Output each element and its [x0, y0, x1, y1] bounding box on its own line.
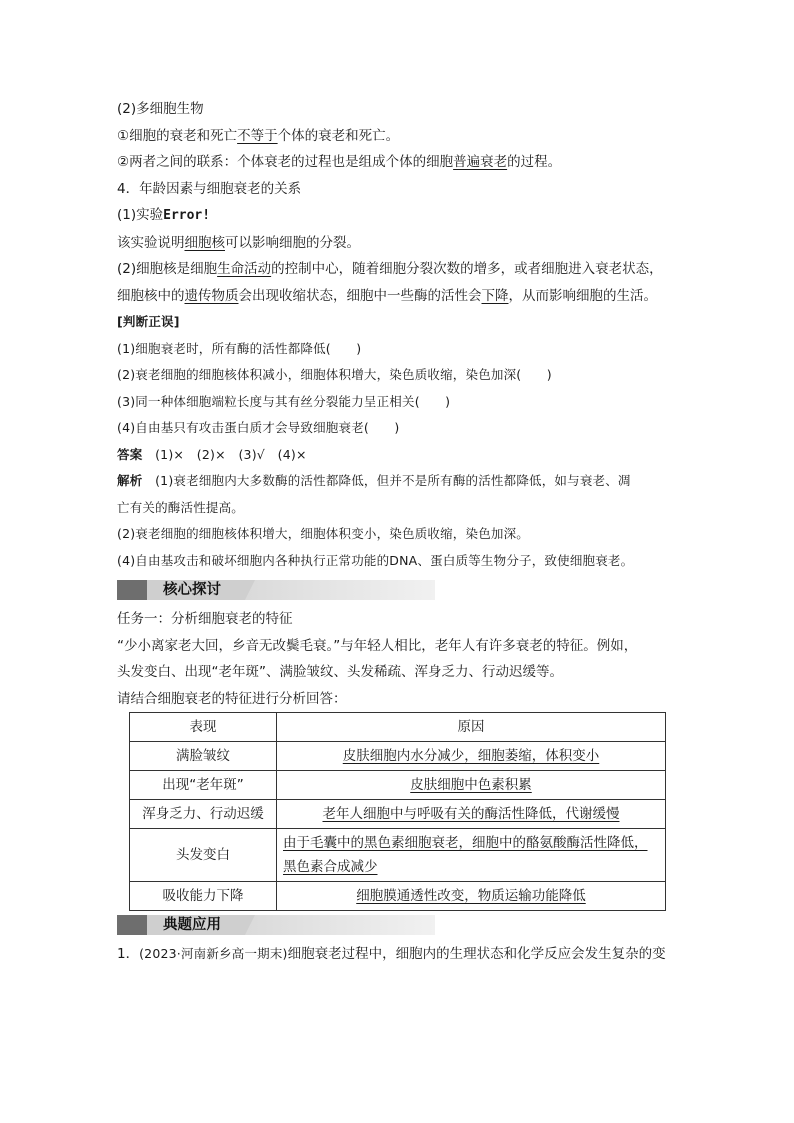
underlined-answer: 生命活动	[217, 261, 272, 277]
table-cell: 头发变白	[130, 829, 277, 882]
text: ①细胞的衰老和死亡	[117, 127, 238, 144]
table-cell: 出现“老年斑”	[130, 771, 277, 800]
text-line	[117, 96, 687, 123]
text-line	[117, 202, 687, 230]
text: 的控制中心，随着细胞分裂次数的增多，或者细胞进入衰老状态，	[271, 261, 663, 277]
underlined-answer: 遗传物质	[184, 287, 239, 304]
analysis-text: (1)衰老细胞内大多数酶的活性都降低，但并不是所有酶的活性都降低，如与衰老、凋	[155, 473, 631, 488]
underlined-answer: 皮肤细胞内水分减少，细胞萎缩，体积变小	[342, 748, 600, 764]
underlined-answer: 由于毛囊中的黑色素细胞衰老，细胞中的酪氨酸酶活性降低，	[283, 835, 648, 851]
text-line	[117, 149, 687, 176]
text: 个体的衰老和死亡。	[277, 127, 400, 144]
answer-value: (1)× (2)× (3)√ (4)×	[155, 446, 307, 462]
section-title: 核心探讨	[163, 582, 221, 598]
text: (2)多细胞生物	[117, 101, 204, 117]
question-text: 细胞衰老过程中，细胞内的生理状态和化学反应会发生复杂的变	[287, 946, 666, 962]
table-cell	[277, 742, 666, 771]
text: 可以影响细胞的分裂。	[225, 234, 360, 251]
text-line	[117, 283, 687, 310]
underlined-answer: 黑色素合成减少	[283, 859, 378, 875]
text: ，从而影响细胞的生活。	[508, 287, 657, 304]
judge-question: (1)细胞衰老时，所有酶的活性都降低( )	[117, 340, 362, 356]
task-paragraph: “少小离家老大回，乡音无改鬓毛衰。”与年轻人相比，老年人有许多衰老的特征。例如，	[117, 637, 638, 654]
task-paragraph: 请结合细胞衰老的特征进行分析回答：	[117, 690, 347, 707]
table-row	[130, 829, 666, 882]
section-header-examples	[117, 915, 435, 935]
text: 4．年龄因素与细胞衰老的关系	[117, 180, 302, 197]
table-row	[130, 800, 666, 829]
section-header-core	[117, 580, 435, 600]
text: 的过程。	[507, 154, 562, 170]
task-title: 任务一：分析细胞衰老的特征	[117, 611, 293, 627]
judge-title: [判断正误]	[117, 314, 180, 329]
table-cell	[277, 829, 666, 882]
text: 细胞核中的	[117, 287, 185, 304]
analysis-label: 解析	[117, 473, 143, 488]
underlined-answer: 老年人细胞中与呼吸有关的酶活性降低，代谢缓慢	[322, 806, 620, 822]
analysis-line: 亡有关的酶活性提高。	[117, 499, 245, 515]
table-row	[130, 882, 666, 911]
aging-features-table	[129, 712, 666, 911]
text: (1)实验	[117, 207, 164, 223]
text-line	[117, 256, 687, 283]
table-header-row	[130, 713, 666, 742]
answer-line	[117, 442, 687, 469]
answer-label: 答案	[117, 446, 143, 462]
underlined-answer: 细胞核	[184, 234, 225, 251]
table-cell	[277, 771, 666, 800]
text: (2)细胞核是细胞	[117, 261, 218, 277]
judge-question: (4)自由基只有攻击蛋白质才会导致细胞衰老( )	[117, 420, 400, 435]
text: 会出现收缩状态，细胞中一些酶的活性会	[238, 287, 482, 304]
text: ②两者之间的联系：个体衰老的过程也是组成个体的细胞	[117, 154, 454, 170]
table-row	[130, 771, 666, 800]
text-line	[117, 230, 687, 257]
section-title: 典题应用	[163, 917, 221, 933]
table-cell: 满脸皱纹	[130, 742, 277, 771]
task-paragraph: 头发变白、出现“老年斑”、满脸皱纹、头发稀疏、浑身乏力、行动迟缓等。	[117, 664, 563, 680]
table-cell: 吸收能力下降	[130, 882, 277, 911]
judge-question: (3)同一种体细胞端粒长度与其有丝分裂能力呈正相关( )	[117, 393, 451, 409]
page-content	[117, 96, 687, 968]
underlined-answer: 下降	[481, 287, 509, 304]
table-header: 表现	[130, 713, 277, 742]
analysis-line: (2)衰老细胞的细胞核体积增大，细胞体积变小，染色质收缩，染色加深。	[117, 526, 530, 541]
text-line	[117, 123, 687, 150]
analysis-line	[117, 468, 687, 495]
question-number: 1．	[117, 946, 140, 962]
table-cell	[277, 800, 666, 829]
heading-line	[117, 176, 687, 203]
underlined-answer: 普遍衰老	[453, 154, 508, 170]
table-header: 原因	[277, 713, 666, 742]
question-line	[117, 941, 687, 968]
text: 该实验说明	[117, 234, 185, 251]
underlined-answer: 皮肤细胞中色素积累	[410, 777, 532, 793]
analysis-line: (4)自由基攻击和破坏细胞内各种执行正常功能的DNA、蛋白质等生物分子，致使细胞衰老。	[117, 552, 634, 568]
underlined-answer: 细胞膜通透性改变，物质运输功能降低	[356, 888, 586, 904]
judge-question: (2)衰老细胞的细胞核体积减小，细胞体积增大，染色质收缩，染色加深( )	[117, 367, 552, 382]
table-cell	[277, 882, 666, 911]
underlined-answer: 不等于	[237, 127, 278, 144]
question-source: (2023·河南新乡高一期末)	[139, 946, 288, 961]
error-text: Error!	[163, 208, 211, 223]
table-cell: 浑身乏力、行动迟缓	[130, 800, 277, 829]
table-row	[130, 742, 666, 771]
